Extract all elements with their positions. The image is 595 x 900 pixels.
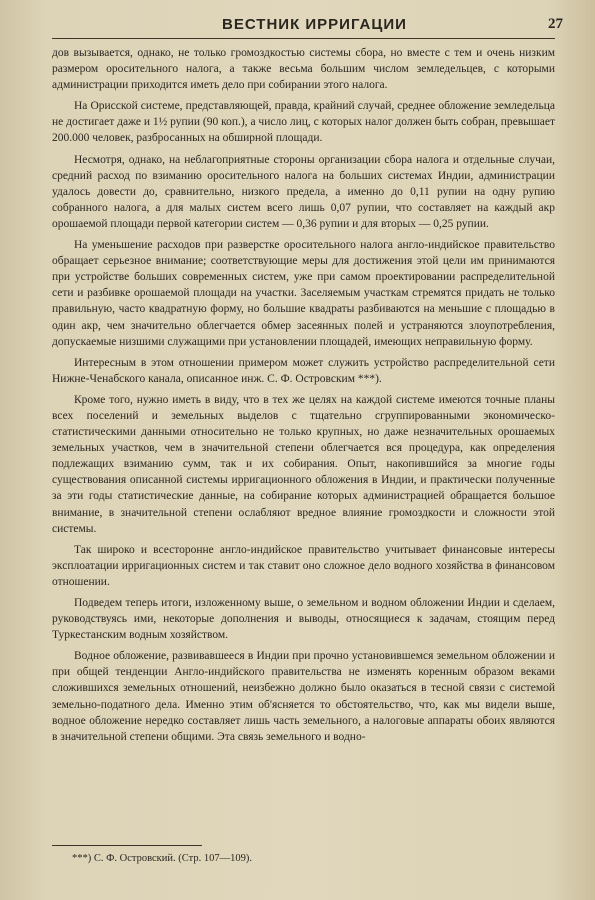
paragraph: дов вызывается, однако, не только громоздкостью системы сбора, но вместе с тем и очень низким размером оросительного налога, а также весьма большим числом земледельцев, с которыми администрации приходится иметь дело при собирании этого налога. <box>52 47 555 92</box>
paragraph: Водное обложение, развивавшееся в Индии при прочно установившемся земельном обложении и при общей тенденции Англо-индийского правительства не изменять коренным образом веками сложившихся земельных отношений, неизбежно должно было оказаться в тесной связи с системой земельно-податного дела. Именно этим об'ясняется то обстоятельство, что, как мы видели выше, водное обложение нередко составляет лишь часть земельного, а налоговые аппараты обоих являются в значительной степени общими. Эта связь земельного и водно- <box>52 650 555 743</box>
paragraph: На уменьшение расходов при разверстке оросительного налога англо-индийское правительство обращает серьезное внимание; соответствующие меры для достижения этой цели им принимаются при устройстве больших современных систем, уже при самом проектировании распределительной сети и разбивке орошаемой площади на участки. Заселяемым участкам стремятся придать не только правильную, часто квадратную форму, но большие квадраты разбиваются на меньшие с площадью в один акр, чем значительно облегчается обмер засеянных полей и устраняются злоупотребления, допускаемые низшими служащими при установлении площадей, имеющих неправильную форму. <box>52 239 555 348</box>
paragraph: Так широко и всесторонне англо-индийское правительство учитывает финансовые интересы эксплоатации ирригационных систем и так ставит оно сложное дело водного хозяйства в финансовом отношении. <box>52 543 555 588</box>
body-text <box>52 45 555 745</box>
page-number: 27 <box>548 16 563 32</box>
running-title: ВЕСТНИК ИРРИГАЦИИ <box>222 16 407 33</box>
paragraph: Кроме того, нужно иметь в виду, что в тех же целях на каждой системе имеются точные планы всех поселений и земельных выделов с тщательно сгруппированными экономическо-статистическими данными относительно не только крупных, но даже незначительных орошаемых земельных участков, чем в значительной степени облегчается вся процедура, как определения подлежащих взиманию сумм, так и их собирания. Опыт, накопившийся за многие годы существования описанной системы ирригационного обложения в Индии, и практически полученные за эти годы статистические данные, на собирание которых администрацией обращается большое внимание, в значительной степени ослабляют вредное влияние громоздкости и сложности этой системы. <box>52 393 555 535</box>
paragraph: Интересным в этом отношении примером может служить устройство распределительной сети Нижне-Ченабского канала, описанное инж. С. Ф. Островским ***). <box>52 356 555 385</box>
paragraph: Несмотря, однако, на неблагоприятные стороны организации сбора налога и отдельные случаи, средний расход по взиманию оросительного налога на больших системах Индии, администрации удалось довести до, сравнительно, низкого предела, а именно до 0,11 рупии на одну рупию собранного налога, а для малых систем всего лишь 0,07 рупии, что составляет на каждый акр орошаемой площади первой категории систем — 0,36 рупии и для вторых — 0,25 рупии. <box>52 153 555 230</box>
footnote-divider <box>52 845 202 846</box>
paragraph: Подведем теперь итоги, изложенному выше, о земельном и водном обложении Индии и сделаем, руководствуясь ими, некоторые дополнения и выводы, относящиеся к задачам, стоящим перед Туркестанским водным хозяйством. <box>52 597 555 642</box>
page-header <box>52 0 563 39</box>
footnote: ***) С. Ф. Островский. (Стр. 107—109). <box>72 853 252 864</box>
paragraph: На Орисской системе, представляющей, правда, крайний случай, среднее обложение земледельца не достигает даже и 1½ рупии (90 коп.), а число лиц, с которых налог должен быть собран, превышает 200.000 человек, разбросанных на обширной площади. <box>52 100 555 145</box>
